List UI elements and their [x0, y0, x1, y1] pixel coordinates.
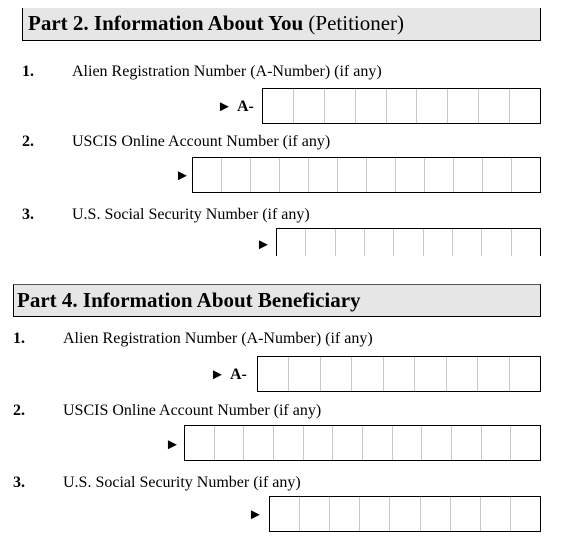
part4-section-header	[13, 284, 541, 317]
part4-header-title: Part 4. Information About Beneficiary	[17, 288, 361, 312]
part4-a-number-input[interactable]	[257, 356, 541, 392]
part2-section-header	[22, 8, 541, 41]
part4-item1-arrow-icon: ►	[210, 367, 225, 383]
part2-a-number-input[interactable]	[262, 88, 541, 124]
part2-item3-arrow-icon: ►	[256, 237, 271, 253]
part4-item1-label: Alien Registration Number (A-Number) (if any)	[63, 330, 373, 347]
part2-item2-label: USCIS Online Account Number (if any)	[72, 133, 331, 150]
part4-item2-label: USCIS Online Account Number (if any)	[63, 402, 322, 419]
part2-item1-number: 1.	[22, 63, 34, 80]
part4-item1-prefix: A-	[230, 366, 247, 383]
part4-item2-arrow-icon: ►	[165, 437, 180, 453]
part2-item2-number: 2.	[22, 133, 34, 150]
part4-item2-number: 2.	[13, 402, 25, 419]
part2-header-title: Part 2. Information About You	[28, 11, 304, 35]
part2-item2-arrow-icon: ►	[175, 168, 190, 184]
part4-item3-label: U.S. Social Security Number (if any)	[63, 474, 301, 491]
part4-item3-arrow-icon: ►	[248, 507, 263, 523]
part4-item1-number: 1.	[13, 330, 25, 347]
part4-uscis-account-input[interactable]	[184, 425, 541, 461]
part2-ssn-input[interactable]	[276, 228, 541, 256]
part2-item1-arrow-icon: ►	[217, 99, 232, 115]
part4-item3-number: 3.	[13, 474, 25, 491]
part2-item1-prefix: A-	[237, 98, 254, 115]
part2-item3-number: 3.	[22, 206, 34, 223]
part2-item1-label: Alien Registration Number (A-Number) (if any)	[72, 63, 382, 80]
part4-ssn-input[interactable]	[269, 496, 541, 532]
part2-header-subtitle: (Petitioner)	[308, 11, 405, 35]
part2-uscis-account-input[interactable]	[192, 157, 541, 193]
part2-item3-label: U.S. Social Security Number (if any)	[72, 206, 310, 223]
